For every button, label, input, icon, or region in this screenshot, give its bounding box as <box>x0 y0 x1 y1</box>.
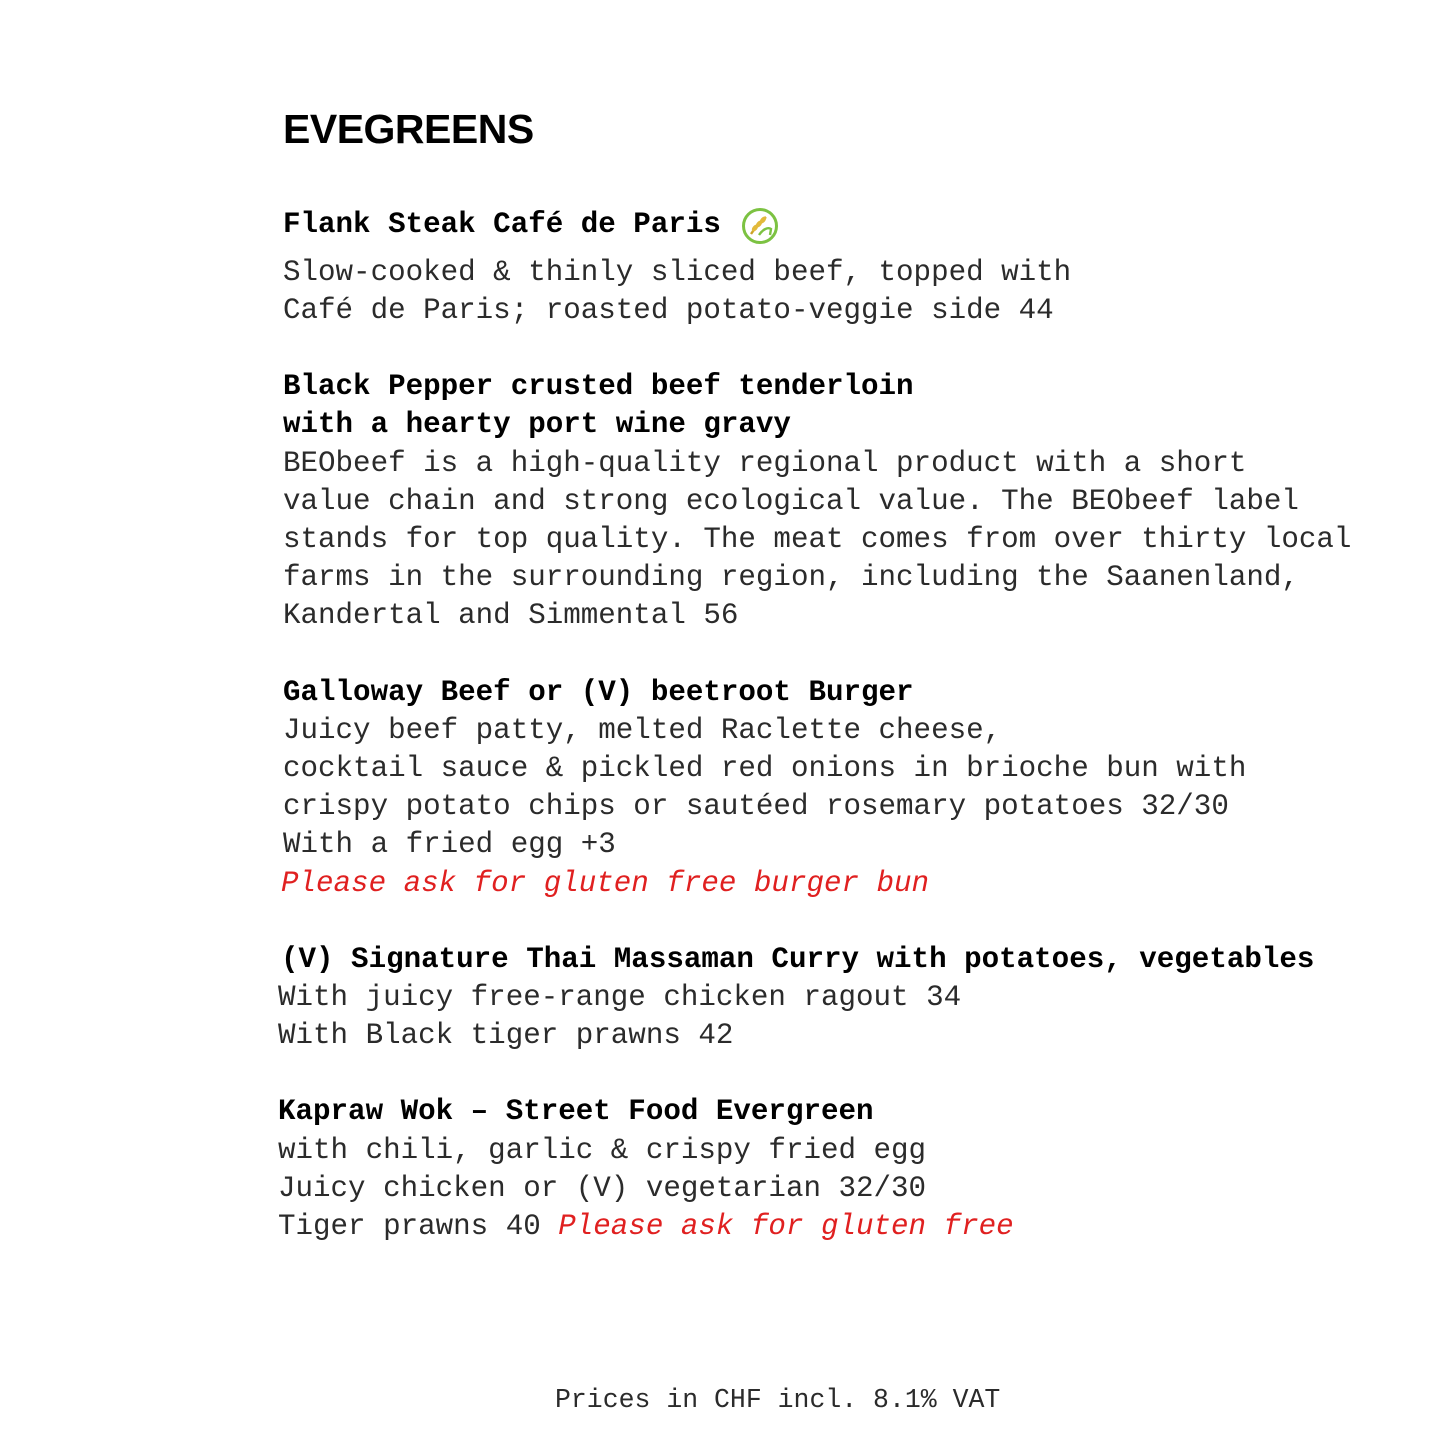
dish-description-line: crispy potato chips or sautéed rosemary potatoes 32/30 <box>283 790 1229 823</box>
gluten-free-icon <box>741 207 779 245</box>
gluten-free-note: Please ask for gluten free <box>558 1210 1014 1243</box>
dish-description-line: farms in the surrounding region, including the Saanenland, <box>283 561 1299 594</box>
dish-description-line: Juicy beef patty, melted Raclette cheese, <box>283 714 1002 747</box>
dish-name: (V) Signature Thai Massaman Curry with potatoes, vegetables <box>281 943 1315 976</box>
footer-text: Prices in CHF incl. 8.1% VAT <box>555 1385 1001 1415</box>
dish-name: Flank Steak Café de Paris <box>283 208 721 241</box>
dish-description-line: stands for top quality. The meat comes from over thirty local <box>283 523 1352 556</box>
dish-name: Kapraw Wok – Street Food Evergreen <box>278 1095 874 1128</box>
gluten-free-note: Please ask for gluten free burger bun <box>281 867 930 900</box>
dish-description-line: Juicy chicken or (V) vegetarian 32/30 <box>278 1172 927 1205</box>
dish-description-line: With Black tiger prawns 42 <box>278 1019 734 1052</box>
dish-description-line: BEObeef is a high-quality regional product with a short <box>283 447 1247 480</box>
page-title: EVEGREENS <box>283 106 534 152</box>
dish-description-line: value chain and strong ecological value. The BEObeef label <box>283 485 1299 518</box>
dish-description-line: cocktail sauce & pickled red onions in brioche bun with <box>283 752 1247 785</box>
dish-price-line <box>278 1208 1014 1246</box>
dish-name: Galloway Beef or (V) beetroot Burger <box>283 676 914 709</box>
dish-description-line: Café de Paris; roasted potato-veggie side 44 <box>283 294 1054 327</box>
dish-description-line: Tiger prawns 40 <box>278 1210 541 1243</box>
dish-description-line: Slow-cooked & thinly sliced beef, topped with <box>283 256 1072 289</box>
dish-description-line: With a fried egg +3 <box>283 828 616 861</box>
dish-name: with a hearty port wine gravy <box>283 408 791 441</box>
dish-description-line: Kandertal and Simmental 56 <box>283 599 739 632</box>
dish-description-line: With juicy free-range chicken ragout 34 <box>278 981 962 1014</box>
dish-description-line: with chili, garlic & crispy fried egg <box>278 1134 927 1167</box>
dish-name: Black Pepper crusted beef tenderloin <box>283 370 914 403</box>
